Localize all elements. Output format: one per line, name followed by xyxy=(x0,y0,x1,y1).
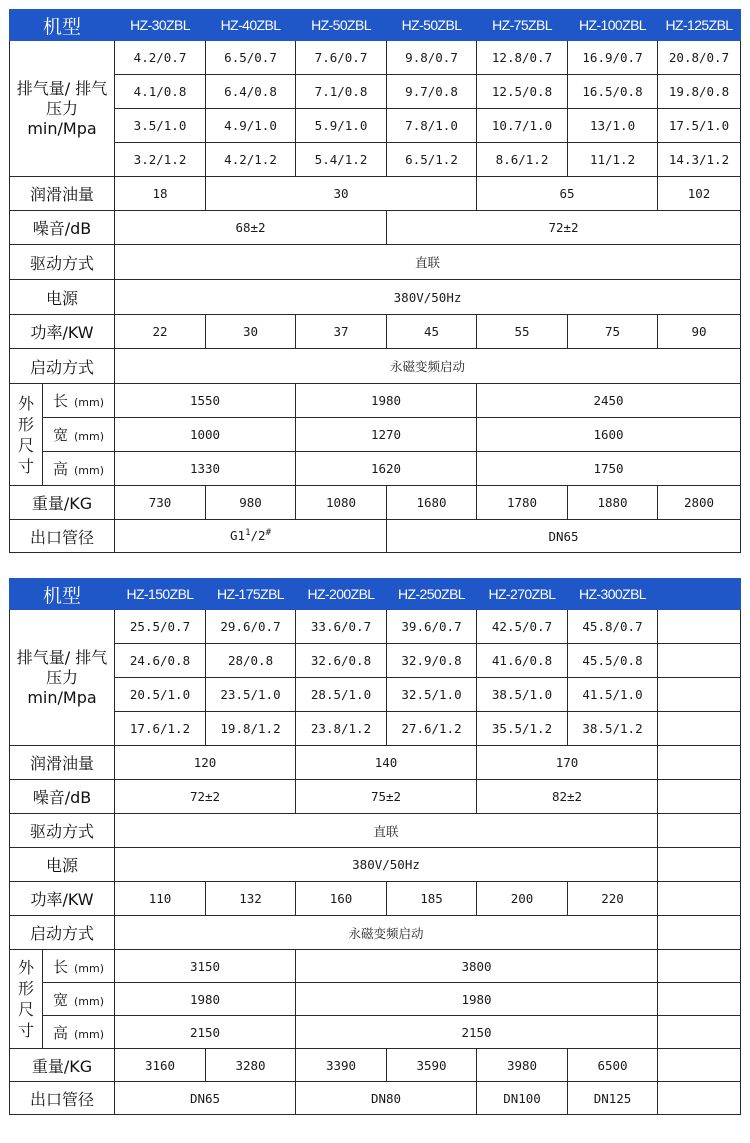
width-label xyxy=(43,418,115,452)
weight-cell: 980 xyxy=(206,486,296,520)
exhaust-cell: 32.6/0.8 xyxy=(296,644,387,678)
kw-cell: 75 xyxy=(568,315,658,349)
exhaust-cell: 38.5/1.0 xyxy=(477,678,568,712)
kw-cell: 220 xyxy=(568,882,658,916)
exhaust-cell: 4.2/0.7 xyxy=(115,41,206,75)
oil-cell: 140 xyxy=(296,746,477,780)
exhaust-label: 排气量/ 排气压力 min/Mpa xyxy=(10,610,115,746)
length-cell: 3800 xyxy=(296,950,658,983)
exhaust-cell: 32.9/0.8 xyxy=(387,644,477,678)
dimension-label-char: 寸 xyxy=(17,1021,34,1040)
start-label: 启动方式 xyxy=(10,916,115,950)
kw-cell: 45 xyxy=(387,315,477,349)
height-label-text: 高 xyxy=(52,1023,68,1042)
exhaust-cell: 35.5/1.2 xyxy=(477,712,568,746)
exhaust-cell: 6.4/0.8 xyxy=(206,75,296,109)
exhaust-cell: 45.8/0.7 xyxy=(568,610,658,644)
empty-cell xyxy=(658,746,741,780)
outlet-cell: DN65 xyxy=(115,1082,296,1115)
model-header: HZ-30ZBL xyxy=(115,10,206,41)
noise-cell: 82±2 xyxy=(477,780,658,814)
dimension-label-char: 形 xyxy=(17,979,34,998)
oil-cell: 102 xyxy=(658,177,741,211)
empty-cell xyxy=(658,983,741,1016)
weight-cell: 1080 xyxy=(296,486,387,520)
height-label xyxy=(43,1016,115,1049)
empty-cell xyxy=(658,916,741,950)
kw-cell: 185 xyxy=(387,882,477,916)
exhaust-cell: 8.6/1.2 xyxy=(477,143,568,177)
outlet-cell: DN65 xyxy=(387,520,741,553)
empty-cell xyxy=(658,882,741,916)
dimension-label xyxy=(10,950,43,1049)
start-cell: 永磁变频启动 xyxy=(115,916,658,950)
drive-cell: 直联 xyxy=(115,245,741,280)
kw-label: 功率/KW xyxy=(10,882,115,916)
exhaust-cell: 9.8/0.7 xyxy=(387,41,477,75)
outlet-cell: DN80 xyxy=(296,1082,477,1115)
exhaust-cell: 23.8/1.2 xyxy=(296,712,387,746)
exhaust-cell: 12.8/0.7 xyxy=(477,41,568,75)
exhaust-cell: 9.7/0.8 xyxy=(387,75,477,109)
dimension-label-char: 尺 xyxy=(17,435,34,455)
oil-cell: 65 xyxy=(477,177,658,211)
noise-cell: 72±2 xyxy=(115,780,296,814)
exhaust-cell: 23.5/1.0 xyxy=(206,678,296,712)
width-cell: 1980 xyxy=(115,983,296,1016)
oil-cell: 120 xyxy=(115,746,296,780)
unit-text: (mm) xyxy=(74,961,105,975)
drive-label: 驱动方式 xyxy=(10,245,115,280)
model-header: HZ-75ZBL xyxy=(477,10,568,41)
exhaust-cell: 4.9/1.0 xyxy=(206,109,296,143)
drive-cell: 直联 xyxy=(115,814,658,848)
model-header: HZ-200ZBL xyxy=(296,579,387,610)
weight-label: 重量/KG xyxy=(10,486,115,520)
weight-cell: 3590 xyxy=(387,1049,477,1082)
length-cell: 2450 xyxy=(477,384,741,418)
exhaust-cell: 6.5/0.7 xyxy=(206,41,296,75)
exhaust-cell: 7.1/0.8 xyxy=(296,75,387,109)
kw-label: 功率/KW xyxy=(10,315,115,349)
unit-text: (mm) xyxy=(74,464,105,477)
exhaust-cell: 6.5/1.2 xyxy=(387,143,477,177)
empty-cell xyxy=(658,678,741,712)
dimension-label-char: 形 xyxy=(17,414,34,434)
empty-cell xyxy=(658,610,741,644)
width-label-text: 宽 xyxy=(52,990,68,1009)
model-header: HZ-300ZBL xyxy=(568,579,658,610)
outlet-base: G1 xyxy=(230,528,246,544)
outlet-fraction-num: 1 xyxy=(245,528,251,539)
exhaust-cell: 24.6/0.8 xyxy=(115,644,206,678)
header-model-label: 机型 xyxy=(10,10,115,41)
weight-cell: 3160 xyxy=(115,1049,206,1082)
length-label-text: 长 xyxy=(52,957,68,976)
kw-cell: 55 xyxy=(477,315,568,349)
kw-cell: 30 xyxy=(206,315,296,349)
empty-cell xyxy=(658,1049,741,1082)
spec-table-1 xyxy=(9,9,741,553)
width-cell: 1600 xyxy=(477,418,741,452)
model-header: HZ-100ZBL xyxy=(568,10,658,41)
exhaust-cell: 25.5/0.7 xyxy=(115,610,206,644)
dimension-label-char: 尺 xyxy=(17,1000,34,1019)
outlet-cell xyxy=(115,520,387,553)
weight-cell: 3280 xyxy=(206,1049,296,1082)
empty-cell xyxy=(658,780,741,814)
exhaust-cell: 33.6/0.7 xyxy=(296,610,387,644)
exhaust-cell: 20.5/1.0 xyxy=(115,678,206,712)
dimension-label-char: 外 xyxy=(17,958,34,977)
outlet-fraction-den: 2 xyxy=(258,528,266,544)
model-header: HZ-175ZBL xyxy=(206,579,296,610)
power-supply-label: 电源 xyxy=(10,848,115,882)
oil-label: 润滑油量 xyxy=(10,177,115,211)
empty-cell xyxy=(658,1082,741,1115)
outlet-cell: DN100 xyxy=(477,1082,568,1115)
weight-cell: 1680 xyxy=(387,486,477,520)
length-cell: 3150 xyxy=(115,950,296,983)
exhaust-cell: 32.5/1.0 xyxy=(387,678,477,712)
noise-cell: 72±2 xyxy=(387,211,741,245)
empty-cell xyxy=(658,644,741,678)
power-supply-label: 电源 xyxy=(10,280,115,315)
dimension-label-char: 寸 xyxy=(17,456,34,476)
exhaust-cell: 16.5/0.8 xyxy=(568,75,658,109)
outlet-cell: DN125 xyxy=(568,1082,658,1115)
height-label-text: 高 xyxy=(52,460,68,478)
exhaust-cell: 17.5/1.0 xyxy=(658,109,741,143)
weight-cell: 3980 xyxy=(477,1049,568,1082)
exhaust-cell: 39.6/0.7 xyxy=(387,610,477,644)
kw-cell: 132 xyxy=(206,882,296,916)
length-label-text: 长 xyxy=(52,392,68,410)
start-cell: 永磁变频启动 xyxy=(115,349,741,384)
unit-text: (mm) xyxy=(74,994,105,1008)
height-cell: 2150 xyxy=(296,1016,658,1049)
oil-cell: 18 xyxy=(115,177,206,211)
length-label xyxy=(43,384,115,418)
empty-cell xyxy=(658,848,741,882)
length-cell: 1980 xyxy=(296,384,477,418)
model-header: HZ-50ZBL xyxy=(387,10,477,41)
exhaust-cell: 5.4/1.2 xyxy=(296,143,387,177)
height-cell: 2150 xyxy=(115,1016,296,1049)
exhaust-cell: 7.8/1.0 xyxy=(387,109,477,143)
weight-cell: 1880 xyxy=(568,486,658,520)
exhaust-cell: 10.7/1.0 xyxy=(477,109,568,143)
exhaust-cell: 11/1.2 xyxy=(568,143,658,177)
outlet-label: 出口管径 xyxy=(10,1082,115,1115)
exhaust-cell: 13/1.0 xyxy=(568,109,658,143)
weight-cell: 2800 xyxy=(658,486,741,520)
power-supply-cell: 380V/50Hz xyxy=(115,280,741,315)
exhaust-cell: 4.1/0.8 xyxy=(115,75,206,109)
unit-text: (mm) xyxy=(74,1027,105,1041)
oil-cell: 170 xyxy=(477,746,658,780)
exhaust-cell: 19.8/0.8 xyxy=(658,75,741,109)
exhaust-cell: 20.8/0.7 xyxy=(658,41,741,75)
weight-label: 重量/KG xyxy=(10,1049,115,1082)
length-cell: 1550 xyxy=(115,384,296,418)
width-cell: 1000 xyxy=(115,418,296,452)
exhaust-cell: 5.9/1.0 xyxy=(296,109,387,143)
dimension-label xyxy=(10,384,43,486)
exhaust-cell: 19.8/1.2 xyxy=(206,712,296,746)
noise-label: 噪音/dB xyxy=(10,211,115,245)
exhaust-label: 排气量/ 排气压力 min/Mpa xyxy=(10,41,115,177)
model-header xyxy=(658,579,741,610)
kw-cell: 200 xyxy=(477,882,568,916)
model-header: HZ-270ZBL xyxy=(477,579,568,610)
start-label: 启动方式 xyxy=(10,349,115,384)
header-model-label: 机型 xyxy=(10,579,115,610)
exhaust-cell: 42.5/0.7 xyxy=(477,610,568,644)
model-header: HZ-40ZBL xyxy=(206,10,296,41)
noise-cell: 75±2 xyxy=(296,780,477,814)
exhaust-cell: 45.5/0.8 xyxy=(568,644,658,678)
exhaust-cell: 17.6/1.2 xyxy=(115,712,206,746)
kw-cell: 160 xyxy=(296,882,387,916)
model-header: HZ-150ZBL xyxy=(115,579,206,610)
unit-text: (mm) xyxy=(74,430,105,443)
exhaust-cell: 16.9/0.7 xyxy=(568,41,658,75)
unit-text: (mm) xyxy=(74,396,105,409)
drive-label: 驱动方式 xyxy=(10,814,115,848)
exhaust-cell: 4.2/1.2 xyxy=(206,143,296,177)
noise-label: 噪音/dB xyxy=(10,780,115,814)
exhaust-cell: 28/0.8 xyxy=(206,644,296,678)
width-cell: 1980 xyxy=(296,983,658,1016)
height-cell: 1750 xyxy=(477,452,741,486)
kw-cell: 90 xyxy=(658,315,741,349)
empty-cell xyxy=(658,950,741,983)
width-label-text: 宽 xyxy=(52,426,68,444)
empty-cell xyxy=(658,712,741,746)
weight-cell: 6500 xyxy=(568,1049,658,1082)
oil-label: 润滑油量 xyxy=(10,746,115,780)
exhaust-cell: 28.5/1.0 xyxy=(296,678,387,712)
weight-cell: 1780 xyxy=(477,486,568,520)
empty-cell xyxy=(658,1016,741,1049)
outlet-label: 出口管径 xyxy=(10,520,115,553)
model-header: HZ-50ZBL xyxy=(296,10,387,41)
exhaust-cell: 41.5/1.0 xyxy=(568,678,658,712)
exhaust-cell: 3.2/1.2 xyxy=(115,143,206,177)
width-cell: 1270 xyxy=(296,418,477,452)
spec-table-2 xyxy=(9,578,741,1115)
empty-cell xyxy=(658,814,741,848)
exhaust-cell: 3.5/1.0 xyxy=(115,109,206,143)
length-label xyxy=(43,950,115,983)
exhaust-cell: 27.6/1.2 xyxy=(387,712,477,746)
model-header: HZ-125ZBL xyxy=(658,10,741,41)
exhaust-cell: 12.5/0.8 xyxy=(477,75,568,109)
height-cell: 1330 xyxy=(115,452,296,486)
height-label xyxy=(43,452,115,486)
kw-cell: 37 xyxy=(296,315,387,349)
oil-cell: 30 xyxy=(206,177,477,211)
noise-cell: 68±2 xyxy=(115,211,387,245)
height-cell: 1620 xyxy=(296,452,477,486)
kw-cell: 22 xyxy=(115,315,206,349)
kw-cell: 110 xyxy=(115,882,206,916)
outlet-fraction-slash: / xyxy=(250,528,259,544)
weight-cell: 3390 xyxy=(296,1049,387,1082)
weight-cell: 730 xyxy=(115,486,206,520)
exhaust-cell: 14.3/1.2 xyxy=(658,143,741,177)
exhaust-cell: 38.5/1.2 xyxy=(568,712,658,746)
exhaust-cell: 29.6/0.7 xyxy=(206,610,296,644)
outlet-thread-mark: # xyxy=(265,528,271,539)
exhaust-cell: 7.6/0.7 xyxy=(296,41,387,75)
model-header: HZ-250ZBL xyxy=(387,579,477,610)
exhaust-cell: 41.6/0.8 xyxy=(477,644,568,678)
power-supply-cell: 380V/50Hz xyxy=(115,848,658,882)
width-label xyxy=(43,983,115,1016)
dimension-label-char: 外 xyxy=(17,393,34,413)
